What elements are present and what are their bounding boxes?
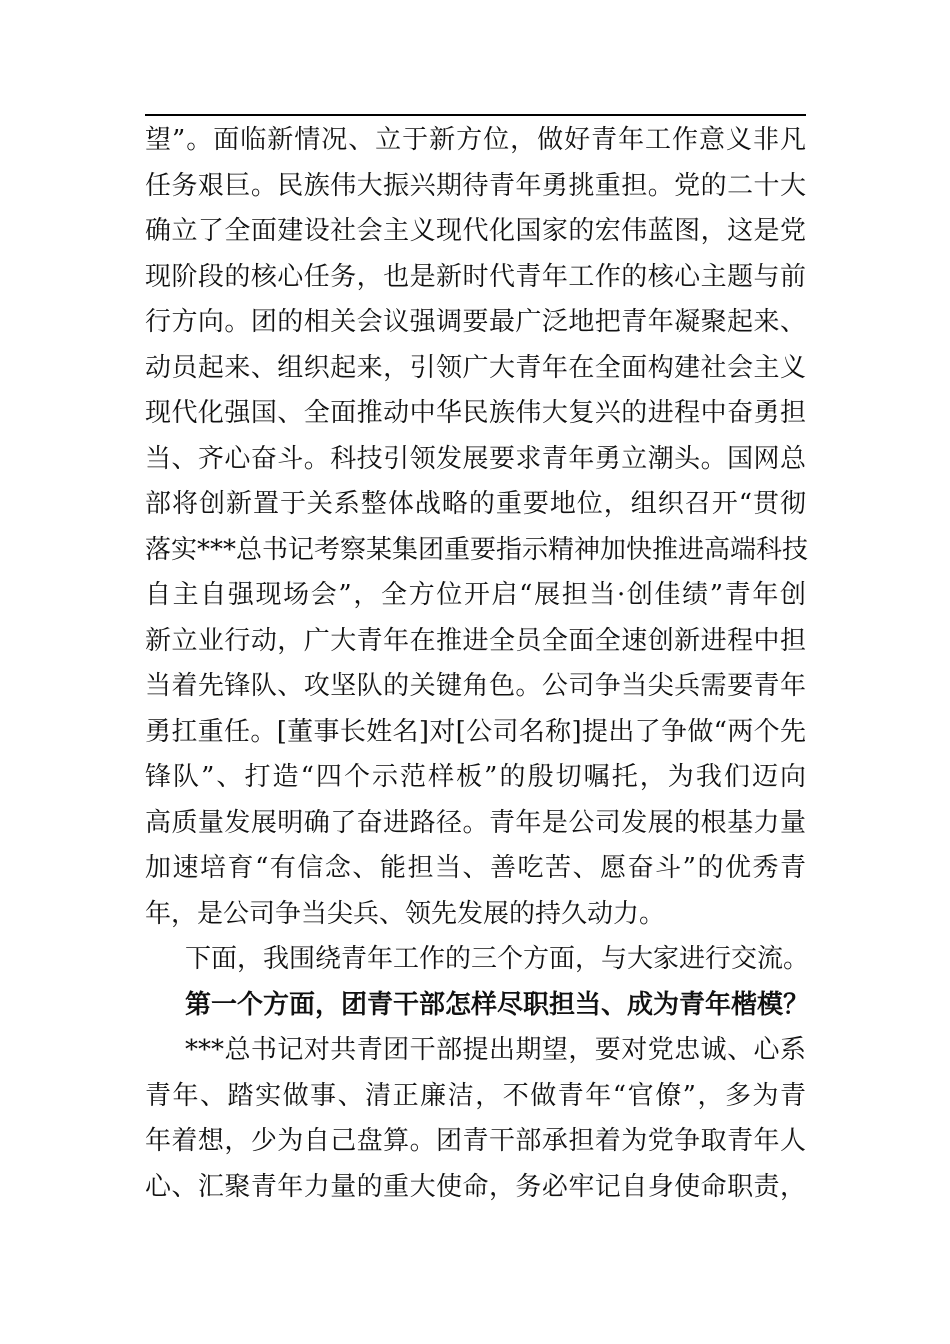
text-line: 望”。面临新情况、立于新方位，做好青年工作意义非凡 (145, 125, 806, 155)
text-line: 年着想，少为自己盘算。团青干部承担着为党争取青年人 (145, 1126, 806, 1156)
header-rule (145, 114, 806, 116)
document-body (145, 118, 810, 1210)
text-line: 新立业行动，广大青年在推进全员全面全速创新进程中担 (145, 625, 806, 656)
text-line: 年，是公司争当尖兵、领先发展的持久动力。 (145, 898, 666, 929)
text-line: 任务艰巨。民族伟大振兴期待青年勇挑重担。党的二十大 (145, 170, 806, 201)
text-line: ***总书记对共青团干部提出期望，要对党忠诚、心系 (185, 1035, 806, 1065)
text-line: 动员起来、组织起来，引领广大青年在全面构建社会主义 (145, 352, 806, 383)
text-line: 确立了全面建设社会主义现代化国家的宏伟蓝图，这是党 (145, 216, 806, 246)
text-line: 现代化强国、全面推动中华民族伟大复兴的进程中奋勇担 (145, 398, 806, 428)
text-line: 行方向。团的相关会议强调要最广泛地把青年凝聚起来、 (145, 307, 806, 337)
text-line: 自主自强现场会”，全方位开启“展担当·创佳绩”青年创 (145, 580, 806, 610)
text-line: 部将创新置于关系整体战略的重要地位，组织召开“贯彻 (145, 489, 806, 519)
text-line: 当着先锋队、攻坚队的关键角色。公司争当尖兵需要青年 (145, 671, 806, 701)
text-line: 加速培育“有信念、能担当、善吃苦、愿奋斗”的优秀青 (145, 853, 806, 883)
text-line: 落实***总书记考察某集团重要指示精神加快推进高端科技 (145, 534, 809, 565)
text-line: 青年、踏实做事、清正廉洁，不做青年“官僚”，多为青 (145, 1080, 806, 1111)
text-line: 下面，我围绕青年工作的三个方面，与大家进行交流。 (185, 944, 810, 974)
text-line: 高质量发展明确了奋进路径。青年是公司发展的根基力量 (145, 807, 806, 838)
text-line: 当、齐心奋斗。科技引领发展要求青年勇立潮头。国网总 (145, 443, 806, 474)
text-line: 心、汇聚青年力量的重大使命，务必牢记自身使命职责， (145, 1171, 806, 1202)
text-line: 现阶段的核心任务，也是新时代青年工作的核心主题与前 (145, 261, 806, 292)
text-line: 勇扛重任。[董事长姓名]对[公司名称]提出了争做“两个先 (145, 716, 806, 747)
section-heading: 第一个方面，团青干部怎样尽职担当、成为青年楷模？ (185, 989, 810, 1020)
text-line: 锋队”、打造“四个示范样板”的殷切嘱托，为我们迈向 (145, 762, 806, 792)
